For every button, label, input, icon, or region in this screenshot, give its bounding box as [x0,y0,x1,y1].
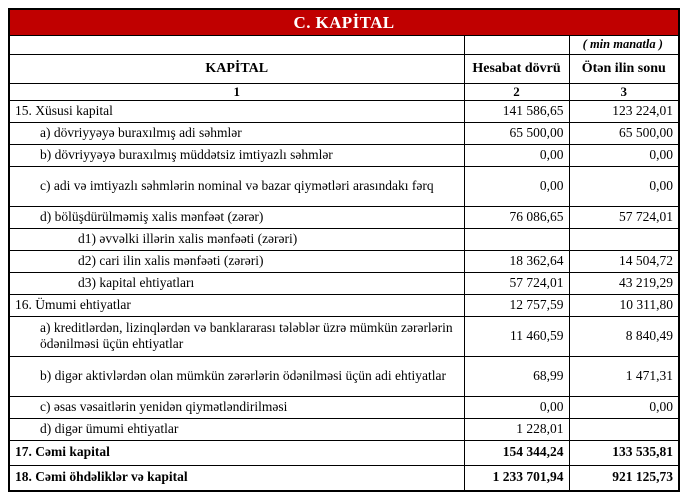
row-value-previous: 10 311,80 [569,294,679,316]
table-row-total-liabilities-and-capital [9,465,679,491]
row-value-previous [569,418,679,440]
column-number-3: 3 [569,83,679,100]
row-value-current: 0,00 [464,166,569,206]
table-row [9,100,679,122]
column-header-label: KAPİTAL [9,54,464,83]
row-value-current: 11 460,59 [464,316,569,356]
table-title: C. KAPİTAL [9,9,679,36]
table-row [9,356,679,396]
row-value-previous: 14 504,72 [569,250,679,272]
row-label: 18. Cəmi öhdəliklər və kapital [9,465,464,491]
row-value-previous: 133 535,81 [569,440,679,465]
unit-row [9,36,679,55]
row-label: 17. Cəmi kapital [9,440,464,465]
row-label: a) kreditlərdən, lizinqlərdən və banklararası tələblər üzrə mümkün zərərlərin ödənilməsi üçün ehtiyatlar [9,316,464,356]
row-value-previous: 0,00 [569,166,679,206]
row-value-current: 154 344,24 [464,440,569,465]
column-header-current-period: Hesabat dövrü [464,54,569,83]
row-label: b) digər aktivlərdən olan mümkün zərərlərin ödənilməsi üçün adi ehtiyatlar [9,356,464,396]
row-value-current: 0,00 [464,396,569,418]
table-row [9,206,679,228]
row-value-current [464,228,569,250]
row-value-current: 68,99 [464,356,569,396]
row-value-previous: 8 840,49 [569,316,679,356]
row-label: a) dövriyyəyə buraxılmış adi səhmlər [9,122,464,144]
row-value-previous: 1 471,31 [569,356,679,396]
table-row [9,396,679,418]
row-value-current: 1 228,01 [464,418,569,440]
table-row [9,166,679,206]
row-value-current: 57 724,01 [464,272,569,294]
column-number-row [9,83,679,100]
row-value-current: 18 362,64 [464,250,569,272]
row-value-previous: 43 219,29 [569,272,679,294]
row-label: d) digər ümumi ehtiyatlar [9,418,464,440]
unit-spacer-col2 [464,36,569,55]
row-label: 15. Xüsusi kapital [9,100,464,122]
row-label: b) dövriyyəyə buraxılmış müddətsiz imtiyazlı səhmlər [9,144,464,166]
row-value-current: 12 757,59 [464,294,569,316]
capital-table [8,8,680,492]
row-value-previous: 57 724,01 [569,206,679,228]
table-row [9,144,679,166]
row-value-current: 141 586,65 [464,100,569,122]
row-label: d) bölüşdürülməmiş xalis mənfəət (zərər) [9,206,464,228]
table-title-row [9,9,679,36]
column-header-previous-period: Ötən ilin sonu [569,54,679,83]
row-value-current: 1 233 701,94 [464,465,569,491]
column-number-1: 1 [9,83,464,100]
row-value-previous: 65 500,00 [569,122,679,144]
table-row [9,228,679,250]
row-label: d3) kapital ehtiyatları [9,272,464,294]
table-row [9,122,679,144]
row-value-previous: 123 224,01 [569,100,679,122]
unit-spacer-label [9,36,464,55]
row-label: c) əsas vəsaitlərin yenidən qiymətləndirilməsi [9,396,464,418]
unit-note: ( min manatla ) [569,36,679,55]
row-value-current: 0,00 [464,144,569,166]
table-row [9,294,679,316]
row-value-previous: 0,00 [569,144,679,166]
table-row [9,250,679,272]
row-label: d2) cari ilin xalis mənfəəti (zərəri) [9,250,464,272]
column-header-row [9,54,679,83]
row-value-current: 65 500,00 [464,122,569,144]
table-row [9,418,679,440]
table-row [9,316,679,356]
row-label: 16. Ümumi ehtiyatlar [9,294,464,316]
row-value-previous: 0,00 [569,396,679,418]
row-label: c) adi və imtiyazlı səhmlərin nominal və bazar qiymətləri arasındakı fərq [9,166,464,206]
row-value-previous: 921 125,73 [569,465,679,491]
row-value-current: 76 086,65 [464,206,569,228]
table-row-total-capital [9,440,679,465]
row-label: d1) əvvəlki illərin xalis mənfəəti (zərəri) [9,228,464,250]
column-number-2: 2 [464,83,569,100]
table-row [9,272,679,294]
row-value-previous [569,228,679,250]
